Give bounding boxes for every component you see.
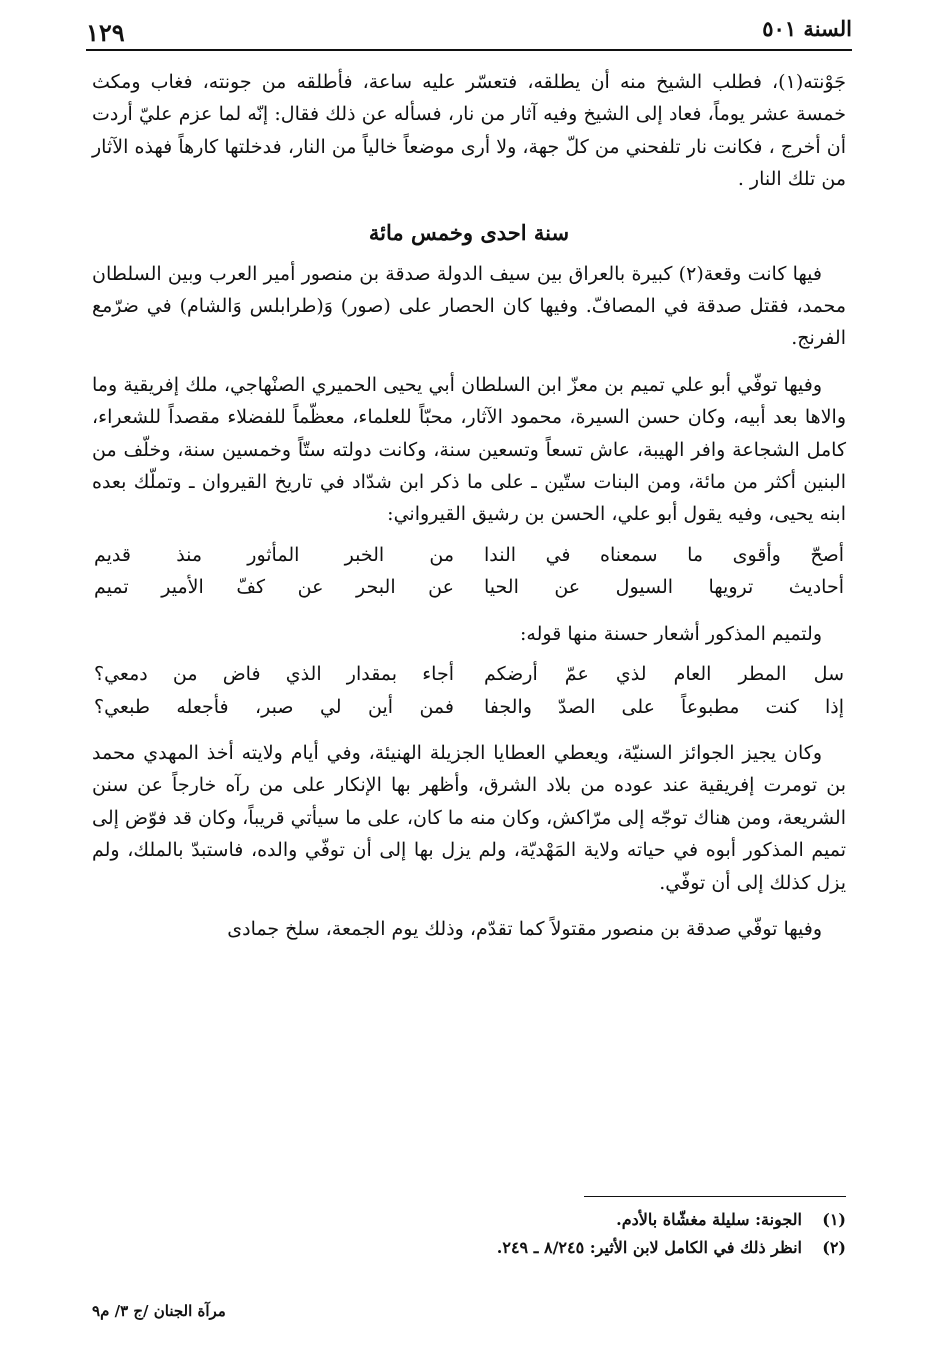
verse-first-hemistich: سل المطر العام لذي عمّ أرضكم <box>484 663 844 686</box>
paragraph-continuation: جَوْنته(١)، فطلب الشيخ منه أن يطلقه، فتعسّر عليه ساعة، فأطلقه من جونته، فغاب ومكث خمسة عشر يوماً، فعاد إلى الشيخ وفيه آثار من نار، فسأله عن ذلك فقال: إنّه لما عزم عليّ أردت أن أخرج ، فكانت نار تلفحني من كلّ جهة، ولا أرى موضعاً خالياً من النار، فدخلتها كارهاً فهذه الآثار من تلك النار . <box>92 71 846 191</box>
header-rule <box>86 49 852 51</box>
verse-line <box>92 539 846 571</box>
page-number: ١٢٩ <box>86 18 125 47</box>
footnote-number: (١) <box>822 1210 846 1229</box>
footnote-text: انظر ذلك في الكامل لابن الأثير: ٨/٢٤٥ ـ ٢٤٩. <box>496 1238 802 1257</box>
signature-mark: مرآة الجنان /ج ٣/ م٩ <box>92 1302 226 1320</box>
poem-tamim <box>92 658 846 723</box>
page-body <box>92 66 846 945</box>
page-header <box>86 16 852 50</box>
verse-line <box>92 571 846 603</box>
footnotes <box>92 1206 846 1262</box>
verse-second-hemistich: فمن أين لي صبر، فأجعله طبعي؟ <box>94 695 454 718</box>
paragraph-events: فيها كانت وقعة(٢) كبيرة بالعراق بين سيف الدولة صدقة بن منصور أمير العرب وبين السلطان محمد، فقتل صدقة في المصافّ. وفيها كان الحصار على (صور) وَ(طرابلس وَالشام) في ضرّمع الفرنج. <box>92 262 846 350</box>
running-title: السنة ٥٠١ <box>762 16 852 41</box>
poem-ibn-rashiq <box>92 539 846 604</box>
paragraph-sadaqa-death: وفيها توفّي صدقة بن منصور مقتولاً كما تقدّم، وذلك يوم الجمعة، سلخ جمادى <box>227 917 822 940</box>
verse-second-hemistich: من الخبر المأثور منذ قديم <box>94 543 454 566</box>
footnote <box>92 1206 846 1234</box>
section-heading: سنة احدى وخمس مائة <box>368 219 570 245</box>
verse-second-hemistich: أجاء بمقدار الذي فاض من دمعي؟ <box>94 663 454 686</box>
verse-second-hemistich: عن البحر عن كفّ الأمير تميم <box>94 576 454 599</box>
paragraph-tamim-death: وفيها توفّي أبو علي تميم بن معزّ ابن السلطان أبي يحيى الحميري الصنْهاجي، ملك إفريقية وما والاها بعد أبيه، وكان حسن السيرة، محمود الآثار، محبّاً للعلماء، معظّماً للفضلاء مقصداً للشعراء، كامل الشجاعة وافر الهيبة، عاش تسعاً وتسعين سنة، وكانت دولته ستّاً وخمسين سنة، وخلّف من البنين أكثر من مائة، ومن البنات ستّين ـ على ما ذكر ابن شدّاد في تاريخ القيروان ـ وتملّك بعده ابنه يحيى، وفيه يقول أبو علي، الحسن بن رشيق القيرواني: <box>92 373 846 526</box>
footnote-text: الجونة: سليلة مغشّاة بالأدم. <box>616 1210 802 1229</box>
poem-intro: ولتميم المذكور أشعار حسنة منها قوله: <box>520 622 822 645</box>
footnote-number: (٢) <box>822 1238 846 1257</box>
footnote-rule <box>584 1196 846 1197</box>
paragraph-generosity: وكان يجيز الجوائز السنيّة، ويعطي العطايا الجزيلة الهنيئة، وفي أيام ولايته أخذ المهدي محمد بن تومرت إفريقية عند عوده من بلاد الشرق، وأظهر بها الإنكار على من رآه خارجاً عن سنن الشريعة، ومن هناك توجّه إلى مرّاكش، وكان منه ما كان، على ما سيأتي قريباً، وكان قد فوّض إلى تميم المذكور أبوه في حياته ولاية المَهْديّة، ولم يزل بها إلى أن توفّي والده، فاستبدّ بالملك، ولم يزل كذلك إلى أن توفّي. <box>92 741 846 894</box>
verse-first-hemistich: أحاديث ترويها السيول عن الحيا <box>484 576 844 599</box>
verse-line <box>92 658 846 690</box>
footnote <box>92 1234 846 1262</box>
verse-first-hemistich: أصحّ وأقوى ما سمعناه في الندا <box>484 543 844 566</box>
verse-line <box>92 691 846 723</box>
verse-first-hemistich: إذا كنت مطبوعاً على الصدّ والجفا <box>484 695 844 718</box>
